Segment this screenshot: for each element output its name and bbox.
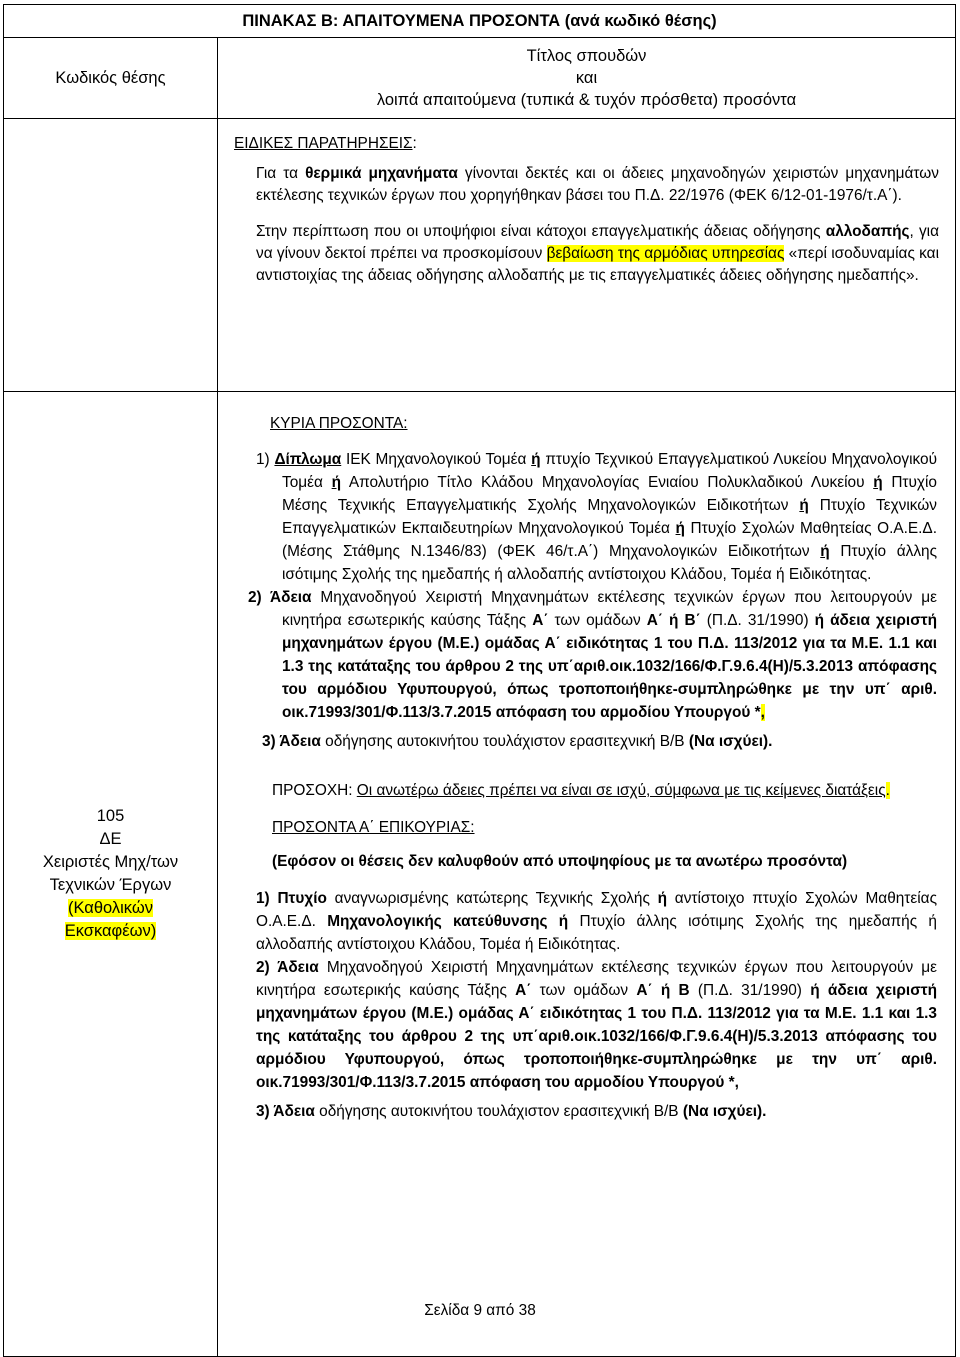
qualifications-table xyxy=(3,4,956,1357)
main-qualification-item-2: 2) Άδεια Μηχανοδηγού Χειριστή Μηχανημάτων εκτέλεσης τεχνικών έργων που λειτουργούν με κινητήρα εσωτερικής καύσης Τάξης Α΄ των ομάδων Α΄ ή Β΄ (Π.Δ. 31/1990) ή άδεια χειριστή μηχανημάτων έργου (Μ.Ε.) ομάδας Α΄ ειδικότητας 1 του Π.Δ. 113/2012 για τα Μ.Ε. 1.1 και 1.3 της κατάταξης του άρθρου 2 της υπ΄αριθ.οικ.1032/166/Φ.Γ.9.6.4(Η)/5.3.2013 απόφασης του αρμόδιου Υφυπουργού, όπως τροποποιήθηκε-συμπληρώθηκε με την υπ΄ αριθ. οικ.71993/301/Φ.113/3.7.2015 απόφαση του αρμοδίου Υπουργού *, xyxy=(248,589,938,721)
special-notes-heading: ΕΙΔΙΚΕΣ ΠΑΡΑΤΗΡΗΣΕΙΣ: xyxy=(234,135,417,152)
header-title-column xyxy=(218,38,956,119)
auxiliary-qualifications-heading: ΠΡΟΣΟΝΤΑ Α΄ ΕΠΙΚΟΥΡΙΑΣ: xyxy=(272,819,475,836)
note-paragraph-foreign-license: Στην περίπτωση που οι υποψήφιοι είναι κάτοχοι επαγγελματικής άδειας οδήγησης αλλοδαπής, για να γίνουν δεκτοί πρέπει να προσκομίσουν βεβαίωση της αρμόδιας υπηρεσίας «περί ισοδυναμίας και αντιστοιχίας της άδειας οδήγησης αλλοδαπής με τις επαγγελματικές άδειες οδήγησης ημεδαπής». xyxy=(256,223,939,284)
notes-empty-cell xyxy=(4,119,218,392)
header-title-line: και xyxy=(575,69,598,87)
main-qualification-item-1: 1) Δίπλωμα ΙΕΚ Μηχανολογικού Τομέα ή πτυχίο Τεχνικού Επαγγελματικού Λυκείου Μηχανολογικού Τομέα ή Απολυτήριο Τίτλο Κλάδου Μηχανολογίας Ενιαίου Πολυκλαδικού Λυκείου ή Πτυχίο Μέσης Τεχνικής Επαγγελματικής Σχολής Μηχανολογικών Ειδικοτήτων ή Πτυχίο Τεχνικών Επαγγελματικών Εκπαιδευτηρίων Μηχανολογικού Τομέα ή Πτυχίο Σχολών Μαθητείας Ο.Α.Ε.Δ. (Μέσης Στάθμης Ν.1346/83) (ΦΕΚ 46/τ.Α΄) Μηχανολογικών Ειδικοτήτων ή Πτυχίο άλλης ισότιμης Σχολής της ημεδαπής ή αλλοδαπής αντίστοιχου Κλάδου, Τομέα ή Ειδικότητας. xyxy=(256,451,938,583)
attention-note: ΠΡΟΣΟΧΗ: Οι ανωτέρω άδειες πρέπει να είναι σε ισχύ, σύμφωνα με τις κείμενες διατάξεις. xyxy=(272,782,890,799)
auxiliary-condition: (Εφόσον οι θέσεις δεν καλυφθούν από υποψηφίους με τα ανωτέρω προσόντα) xyxy=(272,853,848,870)
position-name-highlight: (Καθολικών xyxy=(68,899,153,917)
main-qualifications-heading: ΚΥΡΙΑ ΠΡΟΣΟΝΤΑ: xyxy=(270,415,408,432)
position-category: ΔΕ xyxy=(99,830,122,848)
page-number: Σελίδα 9 από 38 xyxy=(424,1302,536,1319)
auxiliary-qualification-item-2: 2) Άδεια Μηχανοδηγού Χειριστή Μηχανημάτων εκτέλεσης τεχνικών έργων που λειτουργούν με κινητήρα εσωτερικής καύσης Τάξης Α΄ των ομάδων Α΄ ή Β (Π.Δ. 31/1990) ή άδεια χειριστή μηχανημάτων έργου (Μ.Ε.) ομάδας Α΄ ειδικότητας 1 του Π.Δ. 113/2012 για τα Μ.Ε. 1.1 και 1.3 της κατάταξης του άρθρου 2 της υπ΄αριθ.οικ.1032/166/Φ.Γ.9.6.4(Η)/5.3.2013 απόφασης του αρμόδιου Υφυπουργού, όπως τροποποιήθηκε-συμπληρώθηκε με την υπ΄ αριθ. οικ.71993/301/Φ.113/3.7.2015 απόφαση του αρμοδίου Υπουργού *, xyxy=(256,959,937,1091)
header-title-line: Τίτλος σπουδών xyxy=(526,47,647,65)
table-title: ΠΙΝΑΚΑΣ Β: ΑΠΑΙΤΟΥΜΕΝΑ ΠΡΟΣΟΝΤΑ (ανά κωδικό θέσης) xyxy=(4,5,956,38)
position-name: Χειριστές Μηχ/των xyxy=(42,853,179,871)
position-name: Τεχνικών Έργων xyxy=(49,876,172,894)
note-paragraph-thermal: Για τα θερμικά μηχανήματα γίνονται δεκτές και οι άδειες μηχανοδηγών χειριστών μηχανημάτων εκτέλεσης τεχνικών έργων που χορηγήθηκαν βάσει του Π.Δ. 22/1976 (ΦΕΚ 6/12-01-1976/τ.Α΄). xyxy=(256,165,940,204)
position-code-cell xyxy=(4,392,218,1357)
auxiliary-qualification-item-3: 3) Άδεια οδήγησης αυτοκινήτου τουλάχιστον ερασιτεχνική Β/Β (Να ισχύει). xyxy=(256,1103,767,1120)
position-name-highlight: Εκσκαφέων) xyxy=(64,922,157,940)
position-code: 105 xyxy=(96,807,125,825)
main-qualification-item-3: 3) Άδεια οδήγησης αυτοκινήτου τουλάχιστον ερασιτεχνική Β/Β (Να ισχύει). xyxy=(262,733,773,750)
auxiliary-qualification-item-1: 1) Πτυχίο αναγνωρισμένης κατώτερης Τεχνικής Σχολής ή αντίστοιχο πτυχίο Σχολών Μαθητείας Ο.Α.Ε.Δ. Μηχανολογικής κατεύθυνσης ή Πτυχίο άλλης ισότιμης Σχολής της ημεδαπής ή αλλοδαπής αντίστοιχου Κλάδου, Τομέα ή Ειδικότητας. xyxy=(256,890,937,953)
header-code-column: Κωδικός θέσης xyxy=(4,38,218,119)
qualifications-cell xyxy=(218,392,956,1357)
special-notes-cell xyxy=(218,119,956,392)
header-title-line: λοιπά απαιτούμενα (τυπικά & τυχόν πρόσθετα) προσόντα xyxy=(376,91,797,109)
